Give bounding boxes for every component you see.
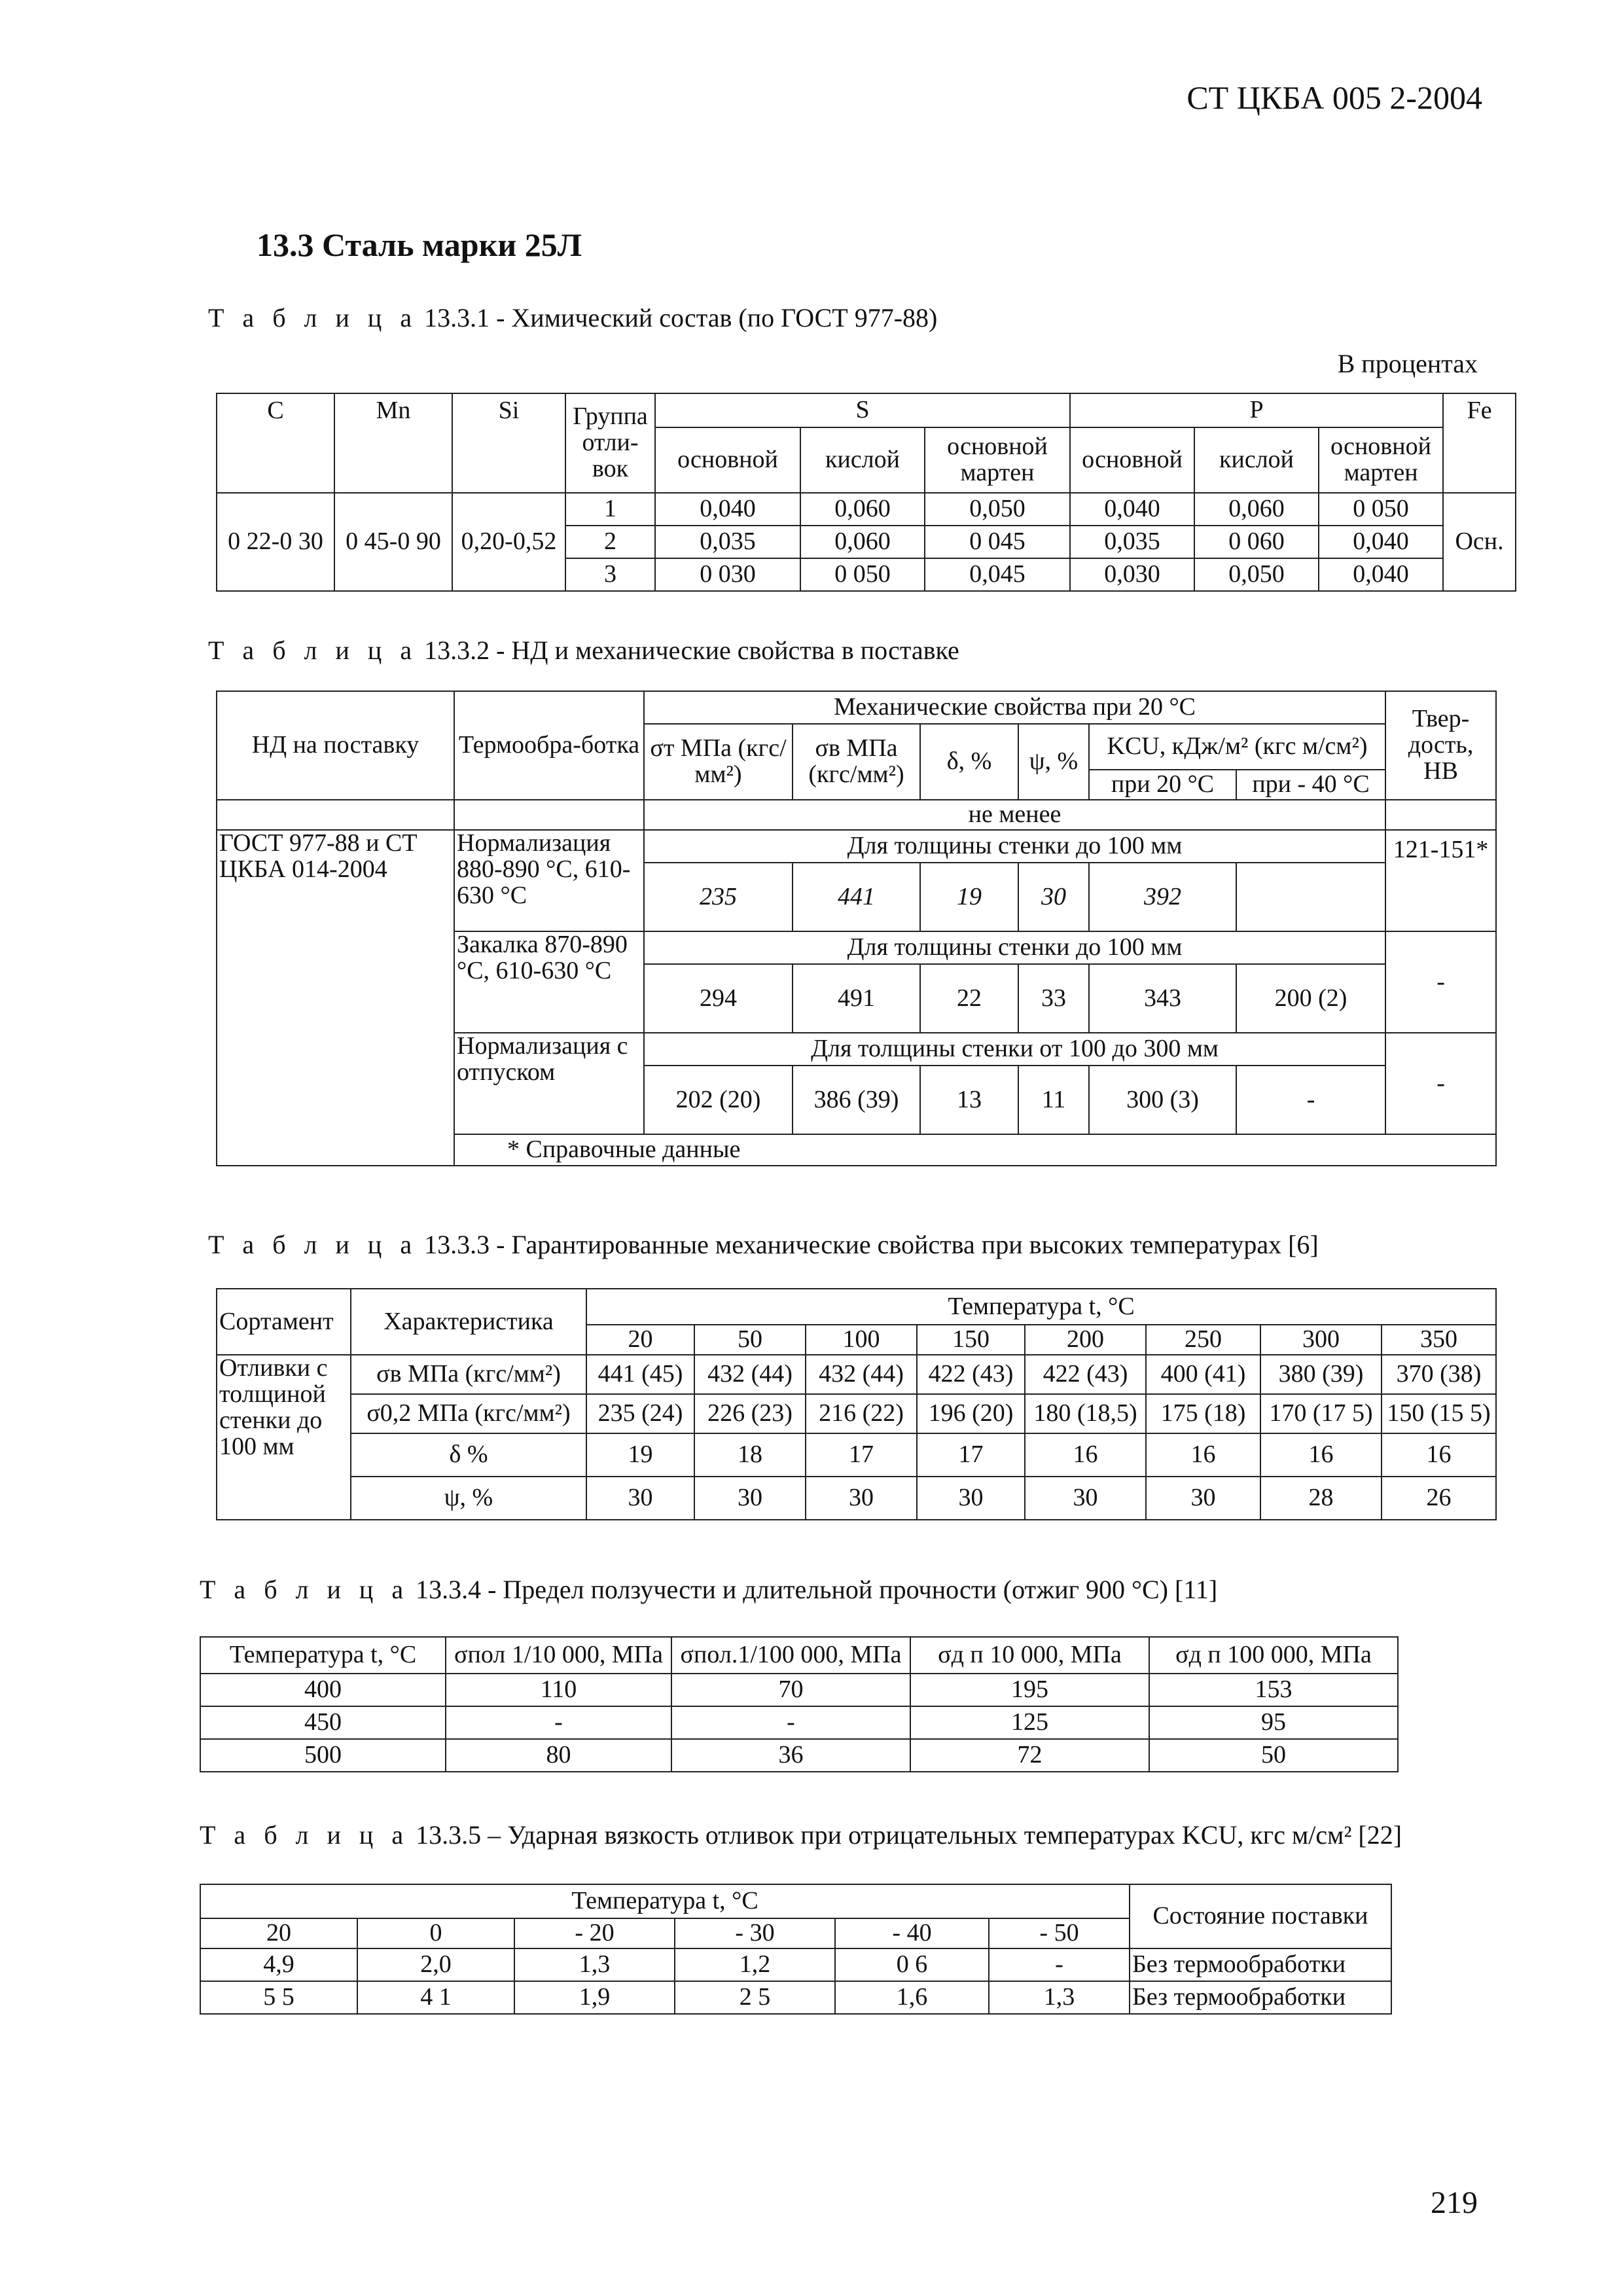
header-s-martin: основной мартен [925,427,1070,493]
header-temperature: Температура t, °С [586,1289,1496,1325]
header-si: Si [452,393,565,427]
table-5-impact-strength: Температура t, °С Состояние поставки 20 0 - 20 - 30 - 40 - 50 4,9 2,0 1,3 1,2 0 6 - Без термообработки 5 5 4 1 1,9 2 5 1,6 1,3 Без термообработки [200,1884,1392,2015]
table-row: 0 22-0 30 0 45-0 90 0,20-0,52 1 0,040 0,060 0,050 0,040 0,060 0 050 Осн. [217,493,1516,526]
si-value: 0,20-0,52 [452,493,565,591]
table-row: 3 0 030 0 050 0,045 0,030 0,050 0,040 [217,558,1516,591]
reference-note: * Справочные данные [454,1134,1496,1166]
header-characteristic: Характеристика [351,1289,586,1355]
table-row: Нормализация с отпуском Для толщины стенки от 100 до 300 мм - [217,1033,1496,1066]
header-delivery-state: Состояние поставки [1130,1884,1391,1948]
header-nd: НД на поставку [217,691,454,800]
header-kcu: KCU, кДж/м² (кгс м/см²) [1089,724,1385,770]
header-p-acid: кислой [1194,427,1319,493]
table-3-caption: Т а б л и ц а 13.3.3 - Гарантированные механические свойства при высоких температурах [6] [208,1230,1319,1259]
table-row: δ % 19 18 17 17 16 16 16 16 [217,1433,1496,1477]
table-row: 5 5 4 1 1,9 2 5 1,6 1,3 Без термообработки [200,1981,1391,2014]
table-row: Отливки с толщиной стенки до 100 мм σв МПа (кгс/мм²) 441 (45) 432 (44) 432 (44) 422 (43) 422 (43) 400 (41) 380 (39) 370 (38) [217,1355,1496,1394]
header-delta: δ, % [920,724,1018,800]
header-sigma-t: σт МПа (кгс/мм²) [644,724,793,800]
header-sigma-v: σв МПа (кгс/мм²) [793,724,920,800]
table-4-caption: Т а б л и ц а 13.3.4 - Предел ползучести и длительной прочности (отжиг 900 °С) [11] [200,1575,1218,1604]
table-row: ψ, % 30 30 30 30 30 30 28 26 [217,1477,1496,1520]
fe-value: Осн. [1443,493,1516,591]
table-row: 450 - - 125 95 [200,1706,1398,1739]
header-s-basic: основной [655,427,800,493]
document-code-header: СТ ЦКБА 005 2-2004 [1186,79,1482,116]
table-row: ГОСТ 977-88 и СТ ЦКБА 014-2004 Нормализация 880-890 °С, 610-630 °С Для толщины стенки до 100 мм 121-151* [217,830,1496,863]
header-temperature: Температура t, °С [200,1884,1130,1918]
table-2-caption: Т а б л и ц а 13.3.2 - НД и механические свойства в поставке [208,636,959,665]
header-mechanical-properties: Механические свойства при 20 °С [644,691,1385,724]
table-row: 235 441 19 30 392 [217,863,1496,931]
assortment-value: Отливки с толщиной стенки до 100 мм [217,1355,351,1520]
header-mn: Mn [334,393,452,427]
header-heat-treatment: Термообра-ботка [454,691,644,800]
header-kcu-20: при 20 °С [1089,770,1236,800]
table-row: σ0,2 МПа (кгс/мм²) 235 (24) 226 (23) 216 (22) 196 (20) 180 (18,5) 175 (18) 170 (17 5) 150 (15 5) [217,1394,1496,1433]
table-5-caption: Т а б л и ц а 13.3.5 – Ударная вязкость отливок при отрицательных температурах KCU, кгс м/см² [22] [200,1820,1402,1850]
table-3-high-temperature-properties: Сортамент Характеристика Температура t, °С 20 50 100 150 200 250 300 350 Отливки с толщиной стенки до 100 мм σв МПа (кгс/мм²) 441 (45) 432 (44) 432 (44) 422 (43) 422 (43) 400 (41) 380 (39) 370 (38) σ0,2 МПа (кгс/мм²) 235 (24) 226 (23) 216 (22) 196 (20) 180 (18,5) 175 (18) 170 (17 5) 150 (15 5) δ % 19 18 17 17 16 16 16 16 ψ, % 30 30 30 30 30 30 28 26 [216,1288,1497,1520]
table-row: 2 0,035 0,060 0 045 0,035 0 060 0,040 [217,526,1516,558]
header-psi: ψ, % [1018,724,1089,800]
c-value: 0 22-0 30 [217,493,334,591]
header-s: S [655,393,1070,427]
header-p-basic: основной [1070,427,1194,493]
header-s-acid: кислой [800,427,925,493]
header-p-martin: основной мартен [1319,427,1443,493]
page-number: 219 [1431,2185,1478,2220]
table-row: 500 80 36 72 50 [200,1739,1398,1772]
table-row: Закалка 870-890 °С, 610-630 °С Для толщины стенки до 100 мм - [217,931,1496,964]
table-2-mechanical-properties [216,691,1497,1166]
table-row: 202 (20) 386 (39) 13 11 300 (3) - [217,1066,1496,1134]
table-1-chemical-composition [216,393,1516,592]
header-kcu-minus40: при - 40 °С [1236,770,1385,800]
header-c: C [217,393,334,427]
header-assortment: Сортамент [217,1289,351,1355]
table-1-unit: В процентах [1337,349,1478,378]
section-title: 13.3 Сталь марки 25Л [257,226,582,263]
table-row: 294 491 22 33 343 200 (2) [217,964,1496,1033]
header-not-less: не менее [644,800,1385,830]
table-row: 4,9 2,0 1,3 1,2 0 6 - Без термообработки [200,1948,1391,1981]
table-row: 400 110 70 195 153 [200,1674,1398,1706]
header-p: P [1070,393,1443,427]
header-hardness: Твер-дость, НВ [1385,691,1496,800]
table-1-caption: Т а б л и ц а 13.3.1 - Химический состав (по ГОСТ 977-88) [208,303,938,332]
table-4-creep-strength: Температура t, °С σпол 1/10 000, МПа σпол.1/100 000, МПа σд п 10 000, МПа σд п 100 000, МПа 400 110 70 195 153 450 - - 125 95 500 80 36 72 50 [200,1636,1399,1772]
header-fe: Fe [1443,393,1516,427]
nd-value: ГОСТ 977-88 и СТ ЦКБА 014-2004 [217,830,454,1166]
header-casting-group: Группа отли-вок [565,393,655,493]
mn-value: 0 45-0 90 [334,493,452,591]
